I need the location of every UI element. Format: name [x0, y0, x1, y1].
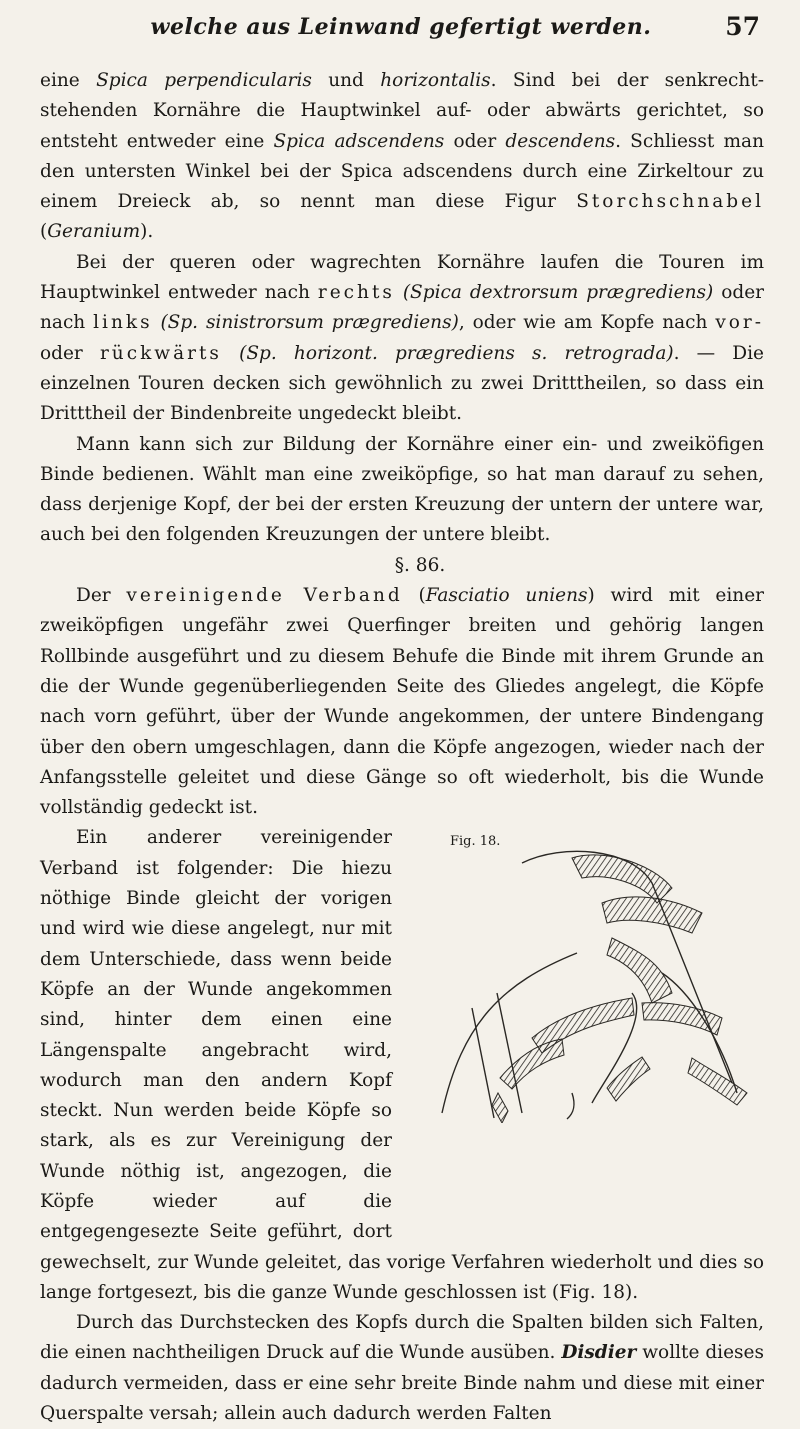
- emphasis: (Sp. sinistrorsum prægrediens): [160, 312, 459, 334]
- text-run: . Sind bei der senkrecht-stehenden Kornähre die Hauptwinkel auf- oder abwärts gerichtet, so entsteht entweder eine: [40, 70, 765, 152]
- text-run: ).: [140, 221, 154, 243]
- spaced-term: vereinigende Verband: [126, 585, 403, 607]
- bandage-illustration-icon: [402, 843, 770, 1123]
- paragraph: [40, 581, 764, 823]
- text-run: oder nach: [40, 282, 764, 334]
- text-run: [395, 282, 403, 303]
- text-run: . Schliesst man den untersten Winkel bei der Spica adscendens durch eine Zirkeltour zu einem Dreieck ab, so nennt man diese Figur: [40, 130, 764, 213]
- text-run: Ein anderer vereinigender Verband ist folgender: Die hiezu nöthige Binde gleicht der vorigen und wird wie diese angelegt, nur mit dem Unterschiede, dass wenn beide Köpfe an der Wunde angekommen sind, hinter dem einen eine Längenspalte angebracht wird, wodurch man den andern Kopf steckt. Nun werden beide Köpfe so stark, als es zur Vereinigung der Wunde nöthig ist, angezogen, die Köpfe wieder auf die entgegengesezte Seite geführt, dort gewechselt, zur Wunde geleitet, das vorige Verfahren wiederholt und dies so lange fortgesezt, bis die ganze Wunde geschlossen ist (Fig. 18).: [40, 827, 764, 1303]
- emphasis: (Sp. horizont. prægrediens s. retrograda): [239, 342, 674, 364]
- spaced-term: vor-: [715, 312, 765, 334]
- paragraph: [40, 430, 764, 551]
- paragraph: [40, 823, 764, 1308]
- running-head: welche aus Leinwand gefertigt werden.: [150, 14, 652, 40]
- paragraph: [40, 1308, 764, 1429]
- text-run: Mann kann sich zur Bildung der Kornähre einer ein- und zweiköfigen Binde bedienen. Wählt man eine zweiköpfige, so hat man darauf zu sehen, dass derjenige Kopf, der bei der ersten Kreuzung der untern der untere war, auch bei den folgenden Kreuzungen der untere bleibt.: [40, 433, 764, 546]
- text-run: wollte dieses dadurch vermeiden, dass er eine sehr breite Binde nahm und diese mit einer Querspalte versah; allein auch dadurch werden Falten: [40, 1342, 764, 1425]
- text-run: , oder wie am Kopfe nach: [458, 312, 716, 334]
- body-text: [40, 66, 764, 1429]
- paragraph: [40, 248, 764, 430]
- text-run: Bei der queren oder wagrechten Kornähre laufen die Touren im Hauptwinkel entweder nach: [40, 251, 764, 304]
- paragraphs-after: [40, 581, 764, 1429]
- section-heading: §. 86.: [394, 554, 446, 576]
- emphasis: Spica adscendens: [273, 130, 445, 152]
- text-run: oder: [444, 130, 506, 152]
- text-run: Der: [76, 585, 127, 607]
- emphasis: descendens: [505, 130, 616, 152]
- text-run: eine: [40, 70, 97, 91]
- text-run: ) wird mit einer zweiköpfigen ungefähr zwei Querfinger breiten und gehörig langen Rollbinde ausgeführt und zu diesem Behufe die Binde mit ihrem Grunde an die der Wunde gegenüberliegenden Seite des Gliedes angelegt, die Köpfe nach vorn geführt, über der Wunde angekommen, der untere Bindengang über den obern umgeschlagen, dann die Köpfe angezogen, wieder nach der Anfangsstelle geleitet und diese Gänge so oft wiederholt, bis die Wunde vollständig gedeckt ist.: [40, 585, 764, 819]
- page-header: [40, 12, 762, 46]
- page-number: 57: [725, 12, 760, 41]
- figure-label: Fig. 18.: [450, 834, 501, 850]
- text-run: und: [311, 70, 381, 91]
- text-run: . — Die einzelnen Touren decken sich gewöhnlich zu zwei Dritttheilen, so dass ein Dritttheil der Bindenbreite ungedeckt bleibt.: [40, 342, 765, 425]
- text-run: Durch das Durchstecken des Kopfs durch die Spalten bilden sich Falten, die einen nachtheiligen Druck auf die Wunde ausüben.: [40, 1312, 764, 1364]
- text-run: (: [40, 221, 48, 243]
- emphasis: horizontalis: [380, 70, 491, 91]
- figure-18: [402, 827, 770, 1247]
- emphasis: Disdier: [561, 1342, 637, 1364]
- text-run: (: [402, 585, 426, 607]
- spaced-term: rückwärts: [99, 342, 222, 364]
- emphasis: (Spica dextrorsum prægrediens): [402, 282, 714, 304]
- emphasis: Spica perpendicularis: [96, 70, 312, 91]
- spaced-term: links: [93, 312, 153, 334]
- spaced-term: rechts: [317, 282, 395, 304]
- spaced-term: Storchschnabel: [576, 191, 764, 213]
- emphasis: Fasciatio uniens: [425, 585, 588, 607]
- emphasis: Geranium: [47, 221, 141, 243]
- text-run: [222, 343, 239, 364]
- paragraph: [40, 66, 764, 248]
- text-run: oder: [40, 342, 100, 364]
- paragraphs-before: [40, 66, 764, 551]
